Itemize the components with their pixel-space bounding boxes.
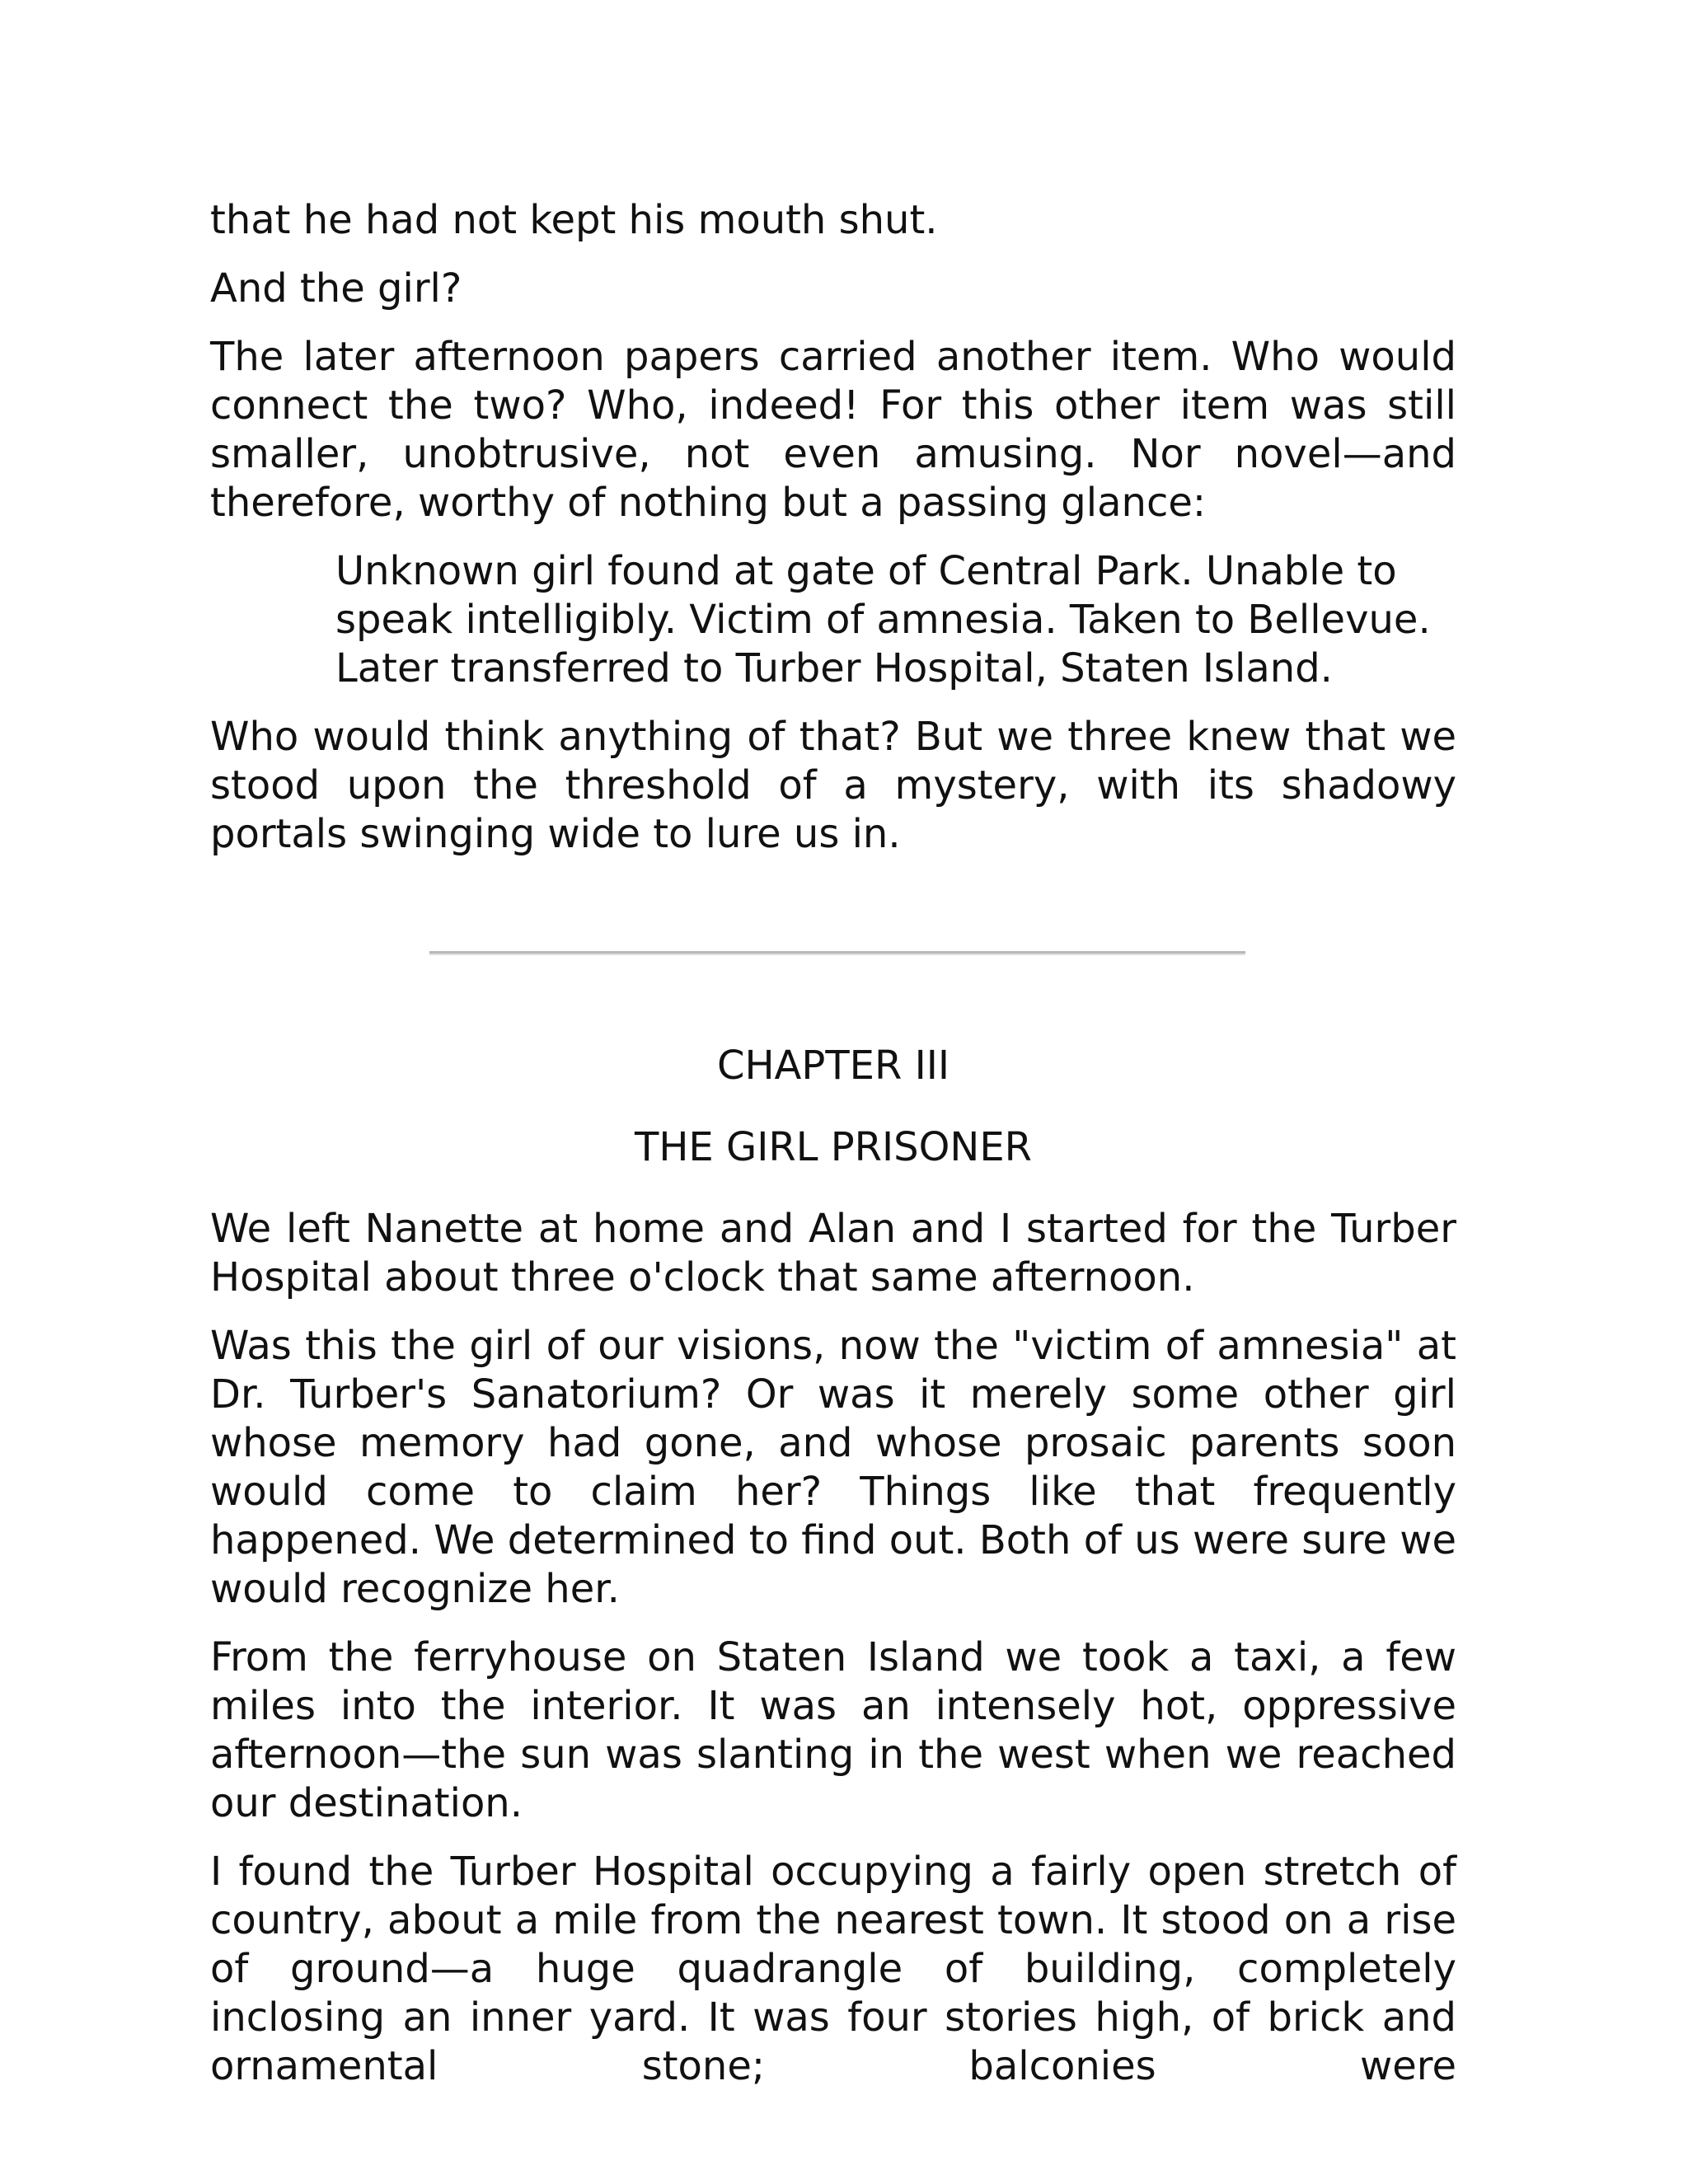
newspaper-quote [335, 547, 1431, 693]
chapter-title: THE GIRL PRISONER [635, 1124, 1032, 1170]
paragraph: From the ferryhouse on Staten Island we took a taxi, a few miles into the interior. It was an intensely hot, oppressive afternoon—the sun was slanting in the west when we reached our destination. [210, 1634, 1456, 1826]
paragraph: Who would think anything of that? But we three knew that we stood upon the threshold of a mystery, with its shadowy portals swinging wide to lure us in. [210, 714, 1456, 857]
book-page [210, 196, 1456, 2111]
paragraph: that he had not kept his mouth shut. [210, 197, 938, 243]
paragraph-continued: I found the Turber Hospital occupying a fairly open stretch of country, about a mile from the nearest town. It stood on a rise of ground—a huge quadrangle of building, completely inclosing an inner yard. It was four stories high, of brick and ornamental stone; balconies were [210, 1849, 1456, 2089]
paragraph: And the girl? [210, 265, 462, 312]
paragraph: We left Nanette at home and Alan and I started for the Turber Hospital about three o'clock that same afternoon. [210, 1206, 1456, 1301]
paragraph: The later afternoon papers carried another item. Who would connect the two? Who, indeed! For this other item was still smaller, unobtrusive, not even amusing. Nor novel—and therefore, worthy of nothing but a passing glance: [210, 334, 1456, 526]
section-divider [429, 951, 1245, 955]
quote-line: Unknown girl found at gate of Central Park. Unable to [335, 548, 1397, 594]
quote-line: Later transferred to Turber Hospital, Staten Island. [335, 645, 1333, 691]
quote-line: speak intelligibly. Victim of amnesia. Taken to Bellevue. [335, 597, 1431, 643]
chapter-number: CHAPTER III [716, 1043, 950, 1089]
paragraph: Was this the girl of our visions, now the "victim of amnesia" at Dr. Turber's Sanatorium? Or was it merely some other girl whose memory had gone, and whose prosaic parents soon would come to claim her? Things like that frequently happened. We determined to find out. Both of us were sure we would recognize her. [210, 1323, 1456, 1612]
